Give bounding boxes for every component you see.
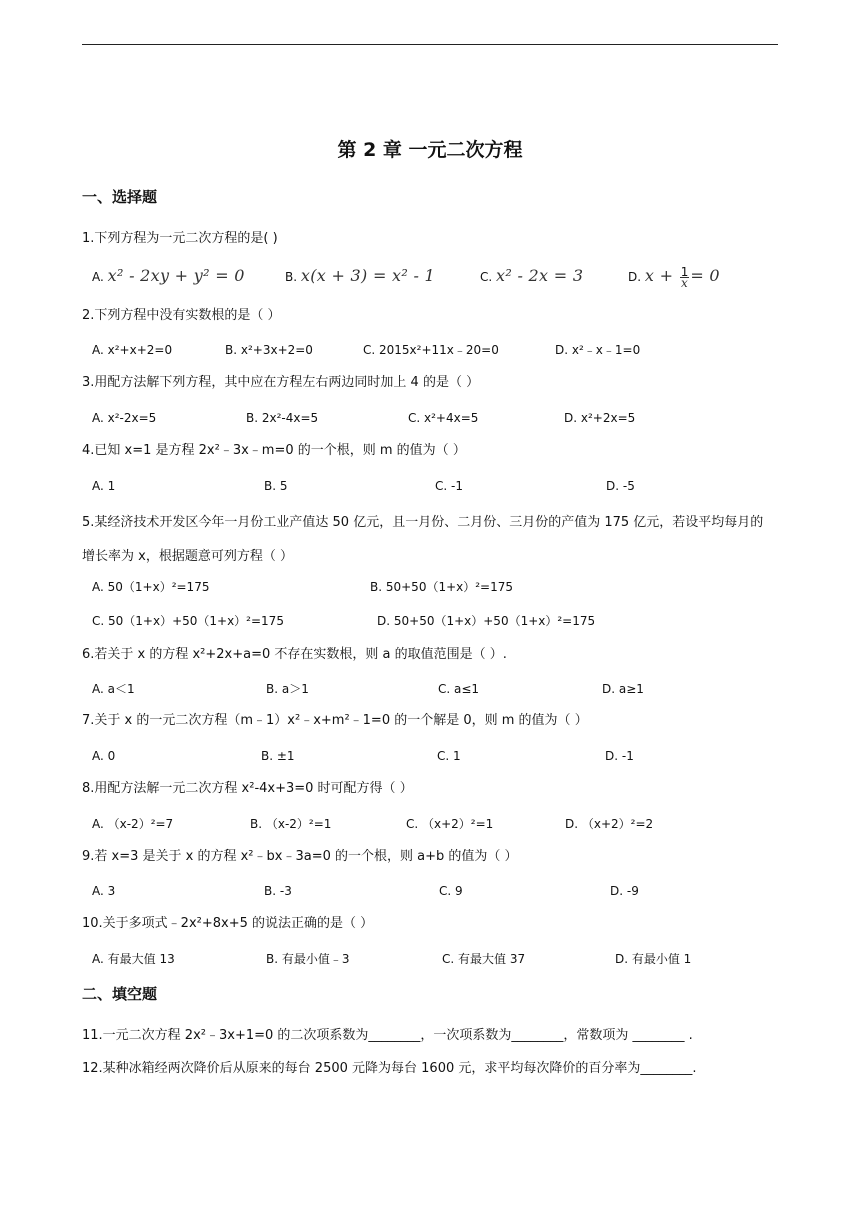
- option-8c: C. （x+2）²=1: [406, 817, 494, 831]
- question-12: 12.某种冰箱经两次降价后从原来的每台 2500 元降为每台 1600 元，求平均每次降价的百分率为________.: [82, 1061, 697, 1076]
- options-9: [92, 880, 792, 902]
- option-9d: D. -9: [610, 884, 639, 898]
- section-heading-fill: 二、填空题: [82, 985, 158, 1003]
- option-7c: C. 1: [437, 749, 461, 763]
- option-4b: B. 5: [264, 479, 288, 493]
- option-2a: A. x²+x+2=0: [92, 343, 173, 357]
- options-1: [92, 265, 792, 290]
- option-6c: C. a≤1: [438, 682, 480, 696]
- math-expression: x(x + 3) = x² - 1: [300, 266, 436, 285]
- option-2d: D. x²﹣x﹣1=0: [555, 343, 641, 357]
- option-3a: A. x²-2x=5: [92, 411, 157, 425]
- options-5-row1: [92, 576, 792, 598]
- option-10b: B. 有最小值﹣3: [266, 952, 350, 966]
- options-2: [92, 339, 792, 361]
- option-5a: A. 50（1+x）²=175: [92, 580, 210, 594]
- question-1: 1.下列方程为一元二次方程的是( ): [82, 231, 278, 246]
- header-rule: [82, 44, 778, 45]
- option-10a: A. 有最大值 13: [92, 952, 175, 966]
- option-7b: B. ±1: [261, 749, 295, 763]
- question-8: 8.用配方法解一元二次方程 x²-4x+3=0 时可配方得（ ）: [82, 781, 413, 796]
- option-9c: C. 9: [439, 884, 463, 898]
- question-4: 4.已知 x=1 是方程 2x²﹣3x﹣m=0 的一个根，则 m 的值为（ ）: [82, 443, 466, 458]
- option-10c: C. 有最大值 37: [442, 952, 526, 966]
- options-10: [92, 948, 792, 970]
- section-heading-choice: 一、选择题: [82, 188, 158, 206]
- question-5: 5.某经济技术开发区今年一月份工业产值达 50 亿元，且一月份、二月份、三月份的产值为 175 亿元，若设平均每月的增长率为 x，根据题意可列方程（ ）: [82, 515, 764, 564]
- option-8d: D. （x+2）²=2: [565, 817, 654, 831]
- question-7: 7.关于 x 的一元二次方程（m﹣1）x²﹣x+m²﹣1=0 的一个解是 0，则 m 的值为（ ）: [82, 713, 588, 728]
- option-6d: D. a≥1: [602, 682, 644, 696]
- question-2: 2.下列方程中没有实数根的是（ ）: [82, 308, 281, 323]
- option-2c: C. 2015x²+11x﹣20=0: [363, 343, 499, 357]
- option-1d: D. x + $\frac{1}{x}$ = 0: [628, 265, 720, 290]
- option-5b: B. 50+50（1+x）²=175: [370, 580, 514, 594]
- page-title: 第 2 章 一元二次方程: [337, 139, 523, 161]
- option-7d: D. -1: [605, 749, 634, 763]
- option-8a: A. （x-2）²=7: [92, 817, 174, 831]
- option-5d: D. 50+50（1+x）+50（1+x）²=175: [377, 614, 596, 628]
- option-1c: C. x² - 2x = 3: [480, 266, 584, 285]
- question-10: 10.关于多项式﹣2x²+8x+5 的说法正确的是（ ）: [82, 916, 374, 931]
- option-8b: B. （x-2）²=1: [250, 817, 332, 831]
- option-4d: D. -5: [606, 479, 635, 493]
- option-3d: D. x²+2x=5: [564, 411, 636, 425]
- options-8: [92, 813, 792, 835]
- option-10d: D. 有最小值 1: [615, 952, 692, 966]
- option-4a: A. 1: [92, 479, 116, 493]
- option-4c: C. -1: [435, 479, 463, 493]
- question-3: 3.用配方法解下列方程，其中应在方程左右两边同时加上 4 的是（ ）: [82, 375, 480, 390]
- fraction: $\frac{1}{x}$: [680, 265, 689, 290]
- option-2b: B. x²+3x+2=0: [225, 343, 313, 357]
- math-expression: x +: [644, 266, 679, 285]
- options-6: [92, 678, 792, 700]
- option-6a: A. a＜1: [92, 682, 135, 696]
- question-9: 9.若 x=3 是关于 x 的方程 x²﹣bx﹣3a=0 的一个根，则 a+b 的值为（ ）: [82, 849, 518, 864]
- options-5-row2: [92, 610, 792, 632]
- options-4: [92, 475, 792, 497]
- option-1b: B. x(x + 3) = x² - 1: [285, 266, 436, 285]
- options-7: [92, 745, 792, 767]
- option-6b: B. a＞1: [266, 682, 309, 696]
- option-7a: A. 0: [92, 749, 116, 763]
- question-11: 11.一元二次方程 2x²﹣3x+1=0 的二次项系数为________，一次项系数为________，常数项为 ________ .: [82, 1028, 693, 1043]
- options-3: [92, 407, 792, 429]
- option-3c: C. x²+4x=5: [408, 411, 479, 425]
- option-9b: B. -3: [264, 884, 292, 898]
- option-3b: B. 2x²-4x=5: [246, 411, 319, 425]
- option-5c: C. 50（1+x）+50（1+x）²=175: [92, 614, 284, 628]
- math-expression: x² - 2xy + y² = 0: [107, 266, 245, 285]
- option-1a: A. x² - 2xy + y² = 0: [92, 266, 245, 285]
- option-9a: A. 3: [92, 884, 116, 898]
- question-6: 6.若关于 x 的方程 x²+2x+a=0 不存在实数根，则 a 的取值范围是（ ）.: [82, 647, 507, 662]
- math-expression: x² - 2x = 3: [496, 266, 584, 285]
